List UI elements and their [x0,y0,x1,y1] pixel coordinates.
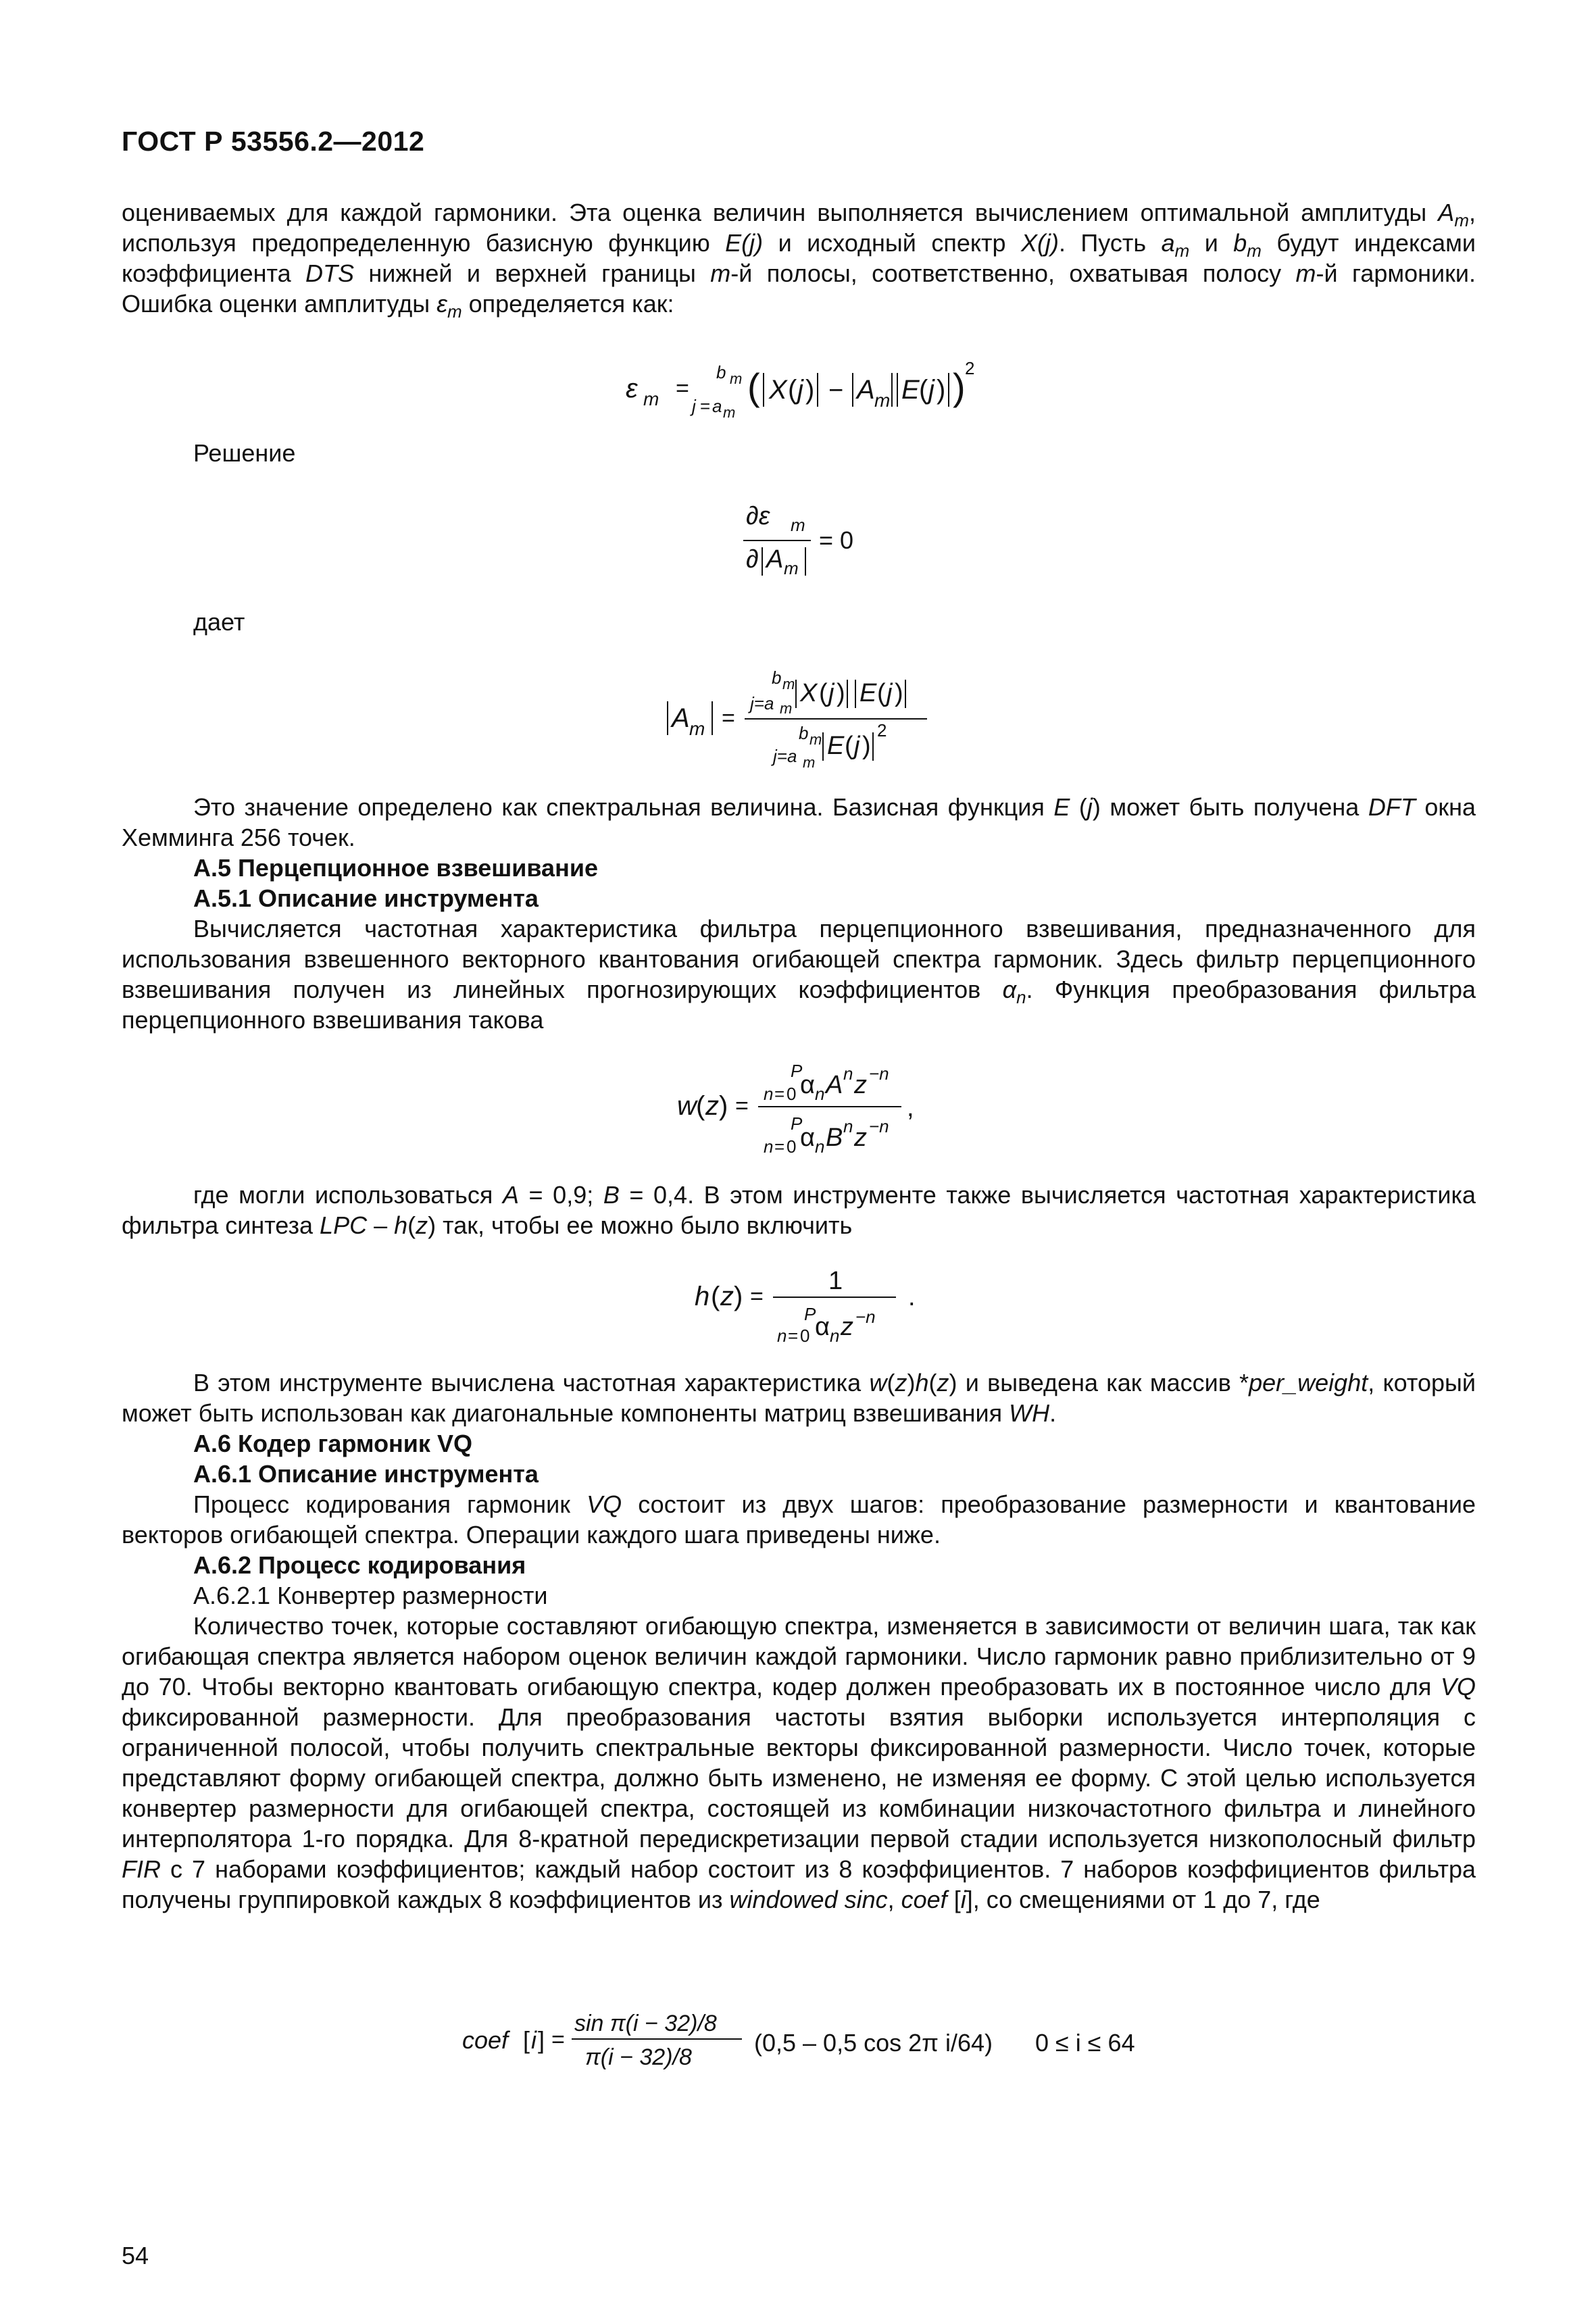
svg-text:): ) [837,679,845,707]
svg-text:): ) [734,1282,743,1311]
page-number: 54 [122,2242,149,2269]
svg-text:sin π(i − 32)/8: sin π(i − 32)/8 [574,2011,717,2036]
svg-text:(: ( [845,732,853,760]
svg-text:P: P [804,1304,816,1324]
svg-text:j=a: j=a [773,746,797,766]
svg-text:(: ( [711,1282,720,1311]
paragraph-a621: Количество точек, которые составляют огибающую спектра, изменяется в зависимости от величин шага, так как огибающая спектра является набором оценок величин каждой гармоники. Число гармоник равно приблизительно от 9 до 70. Чтобы векторно квантовать огибающую спектра, кодер должен преобразовать их в постоянное число для VQ фиксированной размерности. Для преобразования частоты взятия выборки используется интерполяция с ограниченной полосой, чтобы получить спектральные векторы фиксированной размерности. Число точек, которые представляют форму огибающей спектра, должно быть изменено, не изменяя ее форму. С этой целью используется конвертер размерности для огибающей спектра, состоящей из комбинации низкочастотного фильтра и линейного интерполятора 1-го порядка. Для 8-кратной передискретизации первой стадии используется низкополосный фильтр FIR с 7 наборами коэффициентов; каждый набор состоит из 8 коэффициентов. 7 наборов коэффициентов фильтра получены группировкой каждых 8 коэффициентов из windowed sinc, coef [i], со смещениями от 1 до 7, где [122,1612,1476,1913]
svg-text:): ) [862,732,871,760]
svg-text:h: h [695,1282,710,1311]
svg-text:): ) [805,375,815,405]
svg-text:A: A [826,1071,843,1099]
svg-text:=: = [722,705,735,731]
section-a6: А.6 Кодер гармоник VQ [193,1430,472,1457]
svg-text:m: m [782,676,795,693]
svg-text:B: B [826,1124,843,1152]
svg-text:=: = [551,2027,565,2053]
section-a61: А.6.1 Описание инструмента [193,1460,539,1488]
equation-coef [459,2000,1169,2081]
svg-text:0: 0 [787,1084,797,1104]
eq1-paren: ( [788,375,797,405]
svg-text:0 ≤ i ≤ 64: 0 ≤ i ≤ 64 [1035,2029,1135,2057]
svg-text:m: m [723,404,736,421]
svg-text:ε: ε [626,374,638,403]
svg-text:−: − [828,376,844,405]
svg-text:P: P [791,1113,803,1134]
svg-text:1: 1 [828,1267,843,1295]
svg-text:n: n [764,1136,774,1157]
svg-text:X: X [769,375,787,405]
svg-text:=: = [676,376,689,401]
svg-text:2: 2 [877,720,887,740]
svg-text:∂ε: ∂ε [746,502,770,530]
paragraph-lpc: где могли использоваться A = 0,9; B = 0,4. В этом инструменте также вычисляется частотная характеристика фильтра синтеза LPC – h(z) так, чтобы ее можно было включить [122,1181,1476,1239]
svg-text:b: b [716,362,726,382]
svg-text:.: . [908,1283,916,1311]
svg-text:z: z [720,1282,734,1311]
document-header: ГОСТ Р 53556.2—2012 [122,126,425,157]
svg-text:−n: −n [869,1063,889,1084]
paragraph-a51: Вычисляется частотная характеристика фильтра перцепционного взвешивания, предназначенного для использования взвешенного векторного квантования огибающей спектра гармоник. Здесь фильтр перцепционного взвешивания получен из линейных прогнозирующих коэффициентов $\alpha_n$. Функция преобразования фильтра перцепционного взвешивания такова [122,915,1476,1034]
svg-text:−n: −n [869,1116,889,1136]
svg-text:n: n [777,1326,787,1346]
svg-text:): ) [937,375,946,405]
svg-text:j=a: j=a [750,693,774,713]
svg-text:,: , [907,1094,914,1122]
svg-text:X: X [800,679,818,707]
svg-text:): ) [895,679,903,707]
svg-text:m: m [784,558,799,578]
svg-text:E: E [827,732,845,760]
svg-text:2: 2 [965,358,975,378]
label-gives: дает [193,608,245,636]
svg-text:0: 0 [787,1136,797,1157]
svg-text:0: 0 [800,1326,810,1346]
svg-text:A: A [857,375,875,405]
svg-text:m: m [730,370,743,387]
svg-text:m: m [791,515,805,535]
svg-text:A: A [672,703,690,733]
svg-text:m: m [643,388,659,409]
svg-text:=: = [750,1284,764,1309]
svg-text:]: ] [538,2026,545,2054]
svg-text:π(i − 32)/8: π(i − 32)/8 [585,2044,692,2070]
equation-derivative [743,500,878,581]
equation-amplitude [662,669,946,770]
section-a621: А.6.2.1 Конвертер размерности [193,1582,548,1609]
svg-text:n: n [815,1084,825,1104]
svg-text:E: E [901,375,920,405]
section-a62: А.6.2 Процесс кодирования [193,1551,526,1579]
svg-text:i: i [531,2026,537,2054]
svg-text:n: n [815,1136,825,1157]
svg-text:j: j [797,375,803,405]
section-a5: А.5 Перцепционное взвешивание [193,854,598,882]
svg-text:=: = [774,1084,785,1104]
svg-text:z: z [854,1071,867,1099]
svg-text:(: ( [877,679,886,707]
svg-text:(: ( [919,375,928,405]
svg-text:j: j [854,732,860,760]
svg-text:=: = [735,1093,749,1119]
svg-text:m: m [780,700,793,717]
svg-text:α: α [815,1313,830,1341]
equation-synthesis-filter [693,1263,923,1344]
equation-weighting-filter [676,1061,959,1162]
svg-text:j: j [828,679,834,707]
svg-text:E: E [859,679,877,707]
svg-text:z: z [705,1091,719,1121]
svg-text:j: j [928,375,934,405]
svg-text:b: b [799,723,809,743]
paragraph-a61: Процесс кодирования гармоник VQ состоит из двух шагов: преобразование размерности и квантование векторов огибающей спектра. Операции каждого шага приведены ниже. [122,1490,1476,1549]
svg-text:z: z [841,1313,853,1341]
svg-text:=: = [788,1326,799,1346]
svg-text:w: w [677,1091,697,1121]
svg-text:n: n [843,1063,853,1084]
svg-text:a: a [712,396,722,416]
svg-text:z: z [854,1124,867,1152]
svg-text:m: m [689,718,705,739]
svg-text:(: ( [747,366,760,408]
svg-text:): ) [953,366,966,408]
paragraph-intro: оцениваемых для каждой гармоники. Эта оценка величин выполняется вычислением оптимальной амплитуды $A_m$, используя предопределенную базисную функцию E(j) и исходный спектр X(j). Пусть $a_m$ и $b_m$ будут индексами коэффициента DTS нижней и верхней границы m-й полосы, соответственно, охватывая полосу m-й гармоники. Ошибка оценки амплитуды $\varepsilon_m$ определяется как: [122,199,1476,322]
section-a51: А.5.1 Описание инструмента [193,884,539,912]
svg-text:j: j [887,679,893,707]
svg-text:m: m [809,731,822,748]
svg-text:=: = [774,1136,785,1157]
svg-text:(0,5 – 0,5 cos 2π i/64): (0,5 – 0,5 cos 2π i/64) [754,2029,993,2057]
svg-text:[: [ [523,2026,530,2054]
svg-text:∂: ∂ [746,545,759,574]
svg-text:= 0: = 0 [819,526,854,554]
svg-text:coef: coef [462,2026,509,2054]
label-solution: Решение [193,439,296,467]
svg-text:m: m [874,390,891,411]
svg-text:α: α [800,1071,815,1099]
svg-text:n: n [843,1116,853,1136]
svg-text:m: m [803,754,816,771]
svg-text:=: = [700,396,711,416]
svg-text:α: α [800,1124,815,1152]
paragraph-per-weight: В этом инструменте вычислена частотная характеристика w(z)h(z) и выведена как массив *per_weight, который может быть использован как диагональные компоненты матриц взвешивания WH. [122,1369,1476,1427]
equation-error [622,351,1000,432]
paragraph-spectral: Это значение определено как спектральная величина. Базисная функция E (j) может быть получена DFT окна Хемминга 256 точек. [122,793,1476,851]
svg-text:n: n [830,1326,840,1346]
svg-text:A: A [766,545,784,574]
svg-text:(: ( [819,679,828,707]
svg-text:P: P [791,1061,803,1081]
svg-text:): ) [719,1091,728,1121]
svg-text:j: j [692,396,696,416]
svg-text:(: ( [696,1091,705,1121]
svg-text:n: n [764,1084,774,1104]
svg-text:−n: −n [855,1307,876,1327]
svg-text:b: b [772,668,782,688]
